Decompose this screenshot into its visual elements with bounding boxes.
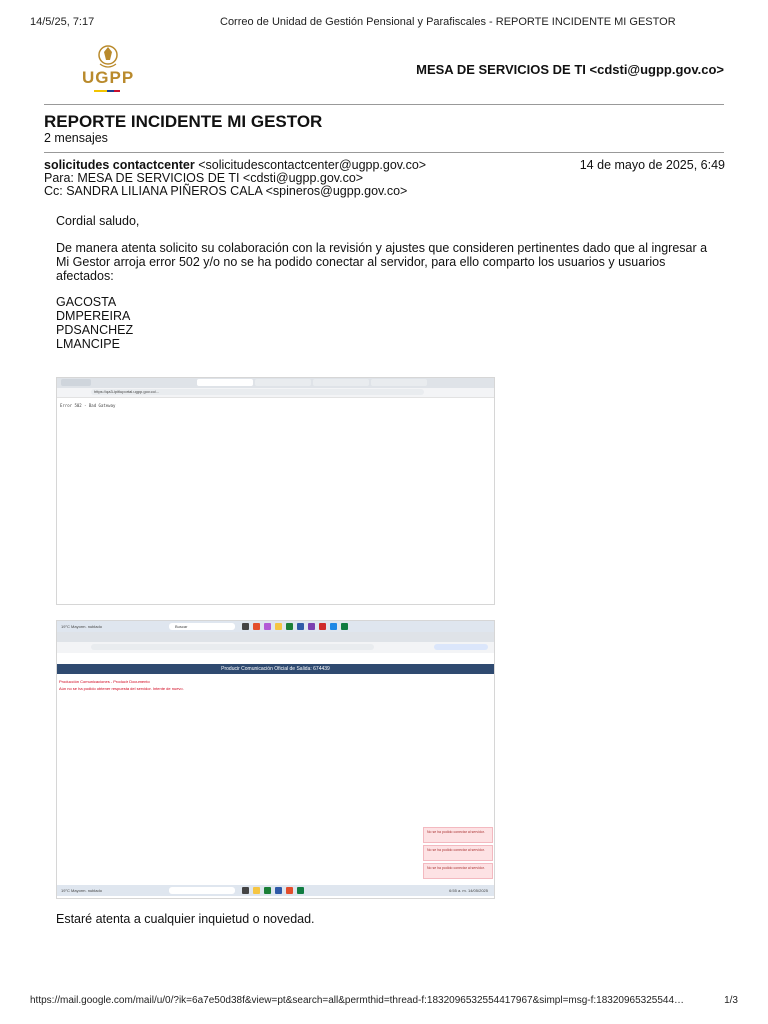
taskbar-top	[57, 621, 494, 632]
thread-subject: REPORTE INCIDENTE MI GESTOR	[44, 112, 323, 131]
to-line: Para: MESA DE SERVICIOS DE TI <cdsti@ugpp.gov.co>	[44, 171, 364, 185]
body-line-1: De manera atenta solicito su colaboración con la revisión y ajustes que consideren pertinentes dado que al ingresar a	[56, 241, 708, 255]
message-count: 2 mensajes	[44, 131, 108, 145]
affected-users-list	[56, 295, 133, 351]
header-divider	[44, 104, 724, 105]
page-title-text: Producir Comunicación Oficial de Salida: 674439	[221, 666, 330, 672]
print-page-number: 1/3	[724, 995, 738, 1006]
user-item: PDSANCHEZ	[56, 323, 134, 337]
user-item: LMANCIPE	[56, 337, 120, 351]
taskbar-bottom	[57, 885, 494, 896]
browser-tabbar	[57, 378, 494, 388]
toast-notification: No se ha podido conectar al servidor.	[423, 863, 493, 879]
browser-address-bar	[57, 388, 494, 398]
taskbar-search-label: Buscar	[175, 624, 188, 629]
body-line-2: Mi Gestor arroja error 502 y/o no se ha podido conectar al servidor, para ello comparto los usuarios y usuarios	[56, 255, 666, 269]
print-datetime: 14/5/25, 7:17	[30, 16, 95, 28]
toast-notification: No se ha podido conectar al servidor.	[423, 827, 493, 843]
print-url: https://mail.google.com/mail/u/0/?ik=6a7e50d38f&view=pt&search=all&permthid=thread-f:1832096532554417967&simpl=msg-f:18320965325544…	[30, 995, 685, 1006]
toast-notification: No se ha podido conectar al servidor.	[423, 845, 493, 861]
error-line-1: Producción Comunicaciones - Producir Documento	[59, 679, 150, 684]
message-date: 14 de mayo de 2025, 6:49	[579, 158, 725, 172]
greeting: Cordial saludo,	[56, 214, 140, 228]
app-header-bar	[57, 664, 494, 674]
weather-text-bottom: 19°C Mayorm. nublado	[61, 888, 102, 893]
browser-tabbar-2	[57, 632, 494, 642]
mailbox-owner: MESA DE SERVICIOS DE TI <cdsti@ugpp.gov.co>	[416, 62, 724, 77]
thread-divider	[44, 152, 724, 153]
user-item: GACOSTA	[56, 295, 117, 309]
taskbar-clock: 6:55 a. m. 14/05/2025	[449, 888, 488, 893]
user-item: DMPEREIRA	[56, 309, 131, 323]
address-text: https://qa3-ipitluportal.ugpp.gov.co/...	[94, 389, 160, 394]
print-title: Correo de Unidad de Gestión Pensional y Parafiscales - REPORTE INCIDENTE MI GESTOR	[220, 16, 676, 28]
error-502-text: Error 502 - Bad Gateway	[60, 403, 116, 408]
browser-address-bar-2	[57, 642, 494, 653]
sender-name: solicitudes contactcenter	[44, 158, 195, 172]
screenshot-mi-gestor	[56, 620, 495, 899]
sender-email: <solicitudescontactcenter@ugpp.gov.co>	[198, 158, 427, 172]
screenshot-error-502	[56, 377, 495, 605]
body-line-3: afectados:	[56, 269, 114, 283]
flag-stripe	[94, 90, 120, 92]
cc-line: Cc: SANDRA LILIANA PIÑEROS CALA <spineros@ugpp.gov.co>	[44, 184, 408, 198]
closing-line: Estaré atenta a cualquier inquietud o novedad.	[56, 912, 315, 926]
ugpp-logo	[82, 42, 134, 94]
error-line-2: Aún no se ha podido obtener respuesta del servidor. Intente de nuevo.	[59, 686, 184, 691]
logo-text: UGPP	[82, 68, 135, 87]
weather-text: 19°C Mayorm. nublado	[61, 624, 102, 629]
